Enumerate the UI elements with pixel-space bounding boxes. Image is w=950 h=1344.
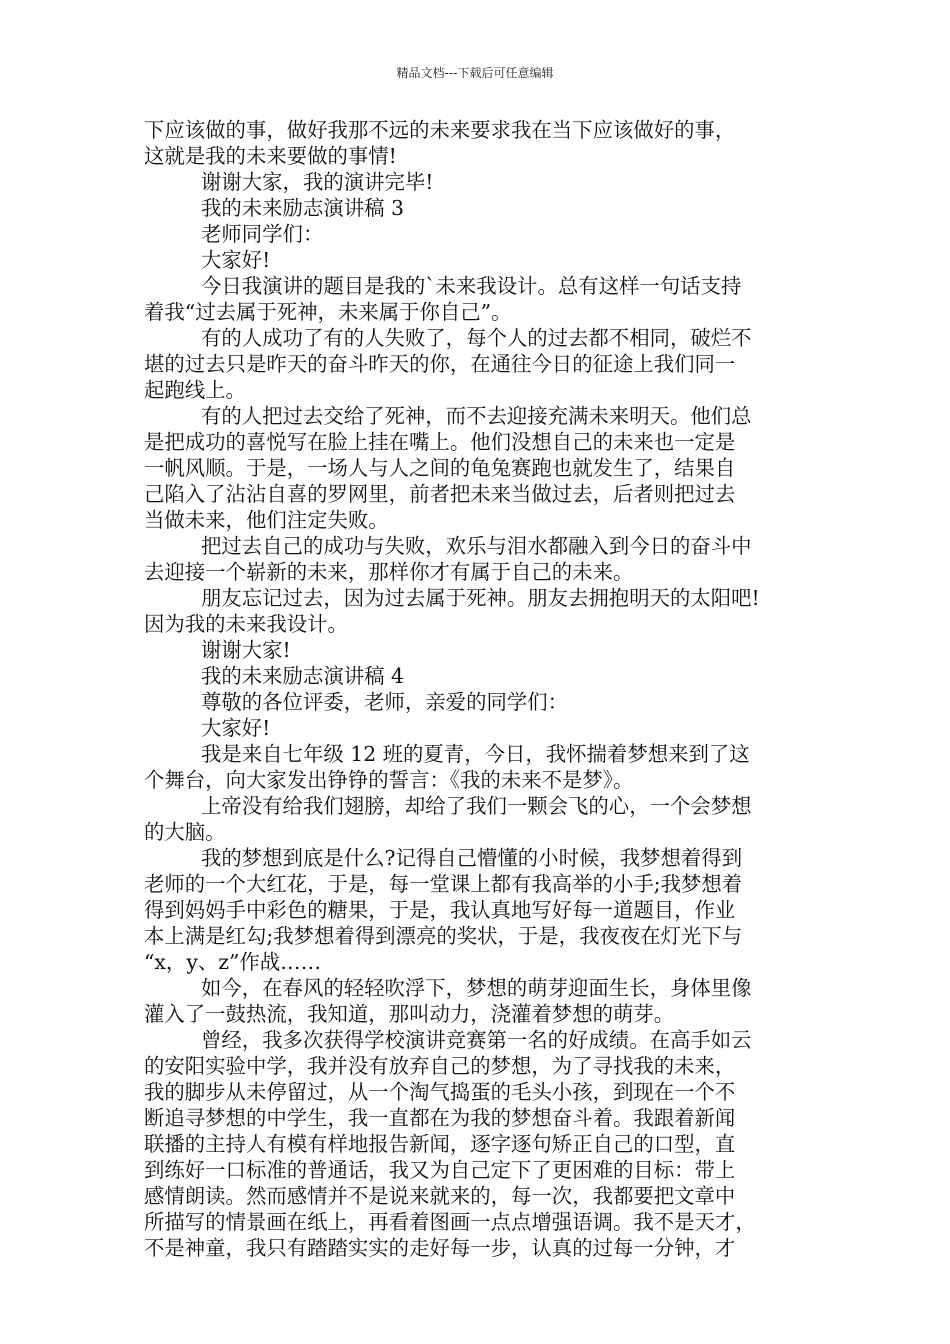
text-line: 我是来自七年级 12 班的夏青，今日，我怀揣着梦想来到了这 [201, 742, 750, 766]
text-line: 我的梦想到底是什么?记得自己懵懂的小时候，我梦想着得到 [201, 846, 743, 870]
text-line: 老师的一个大红花，于是，每一堂课上都有我高举的小手;我梦想着 [144, 872, 743, 896]
text-line: 起跑线上。 [144, 378, 246, 402]
text-line: 曾经，我多次获得学校演讲竞赛第一名的好成绩。在高手如云 [201, 1028, 752, 1052]
text-line: 我的未来励志演讲稿 4 [201, 664, 404, 688]
text-line: 老师同学们： [201, 222, 324, 246]
text-line: 大家好! [201, 248, 271, 272]
text-line: 有的人把过去交给了死神，而不去迎接充满未来明天。他们总 [201, 404, 752, 428]
text-line: 断追寻梦想的中学生，我一直都在为我的梦想奋斗着。我跟着新闻 [144, 1106, 736, 1130]
text-line: 我的脚步从未停留过，从一个淘气捣蛋的毛头小孩，到现在一个不 [144, 1080, 736, 1104]
text-line: 如今，在春风的轻轻吹浮下，梦想的萌芽迎面生长，身体里像 [201, 976, 752, 1000]
text-line: 去迎接一个崭新的未来，那样你才有属于自己的未来。 [144, 560, 634, 584]
text-line: 联播的主持人有模有样地报告新闻，逐字逐句矫正自己的口型，直 [144, 1132, 736, 1156]
text-line: 一帆风顺。于是，一场人与人之间的龟兔赛跑也就发生了，结果自 [144, 456, 736, 480]
text-line: 因为我的未来我设计。 [144, 612, 348, 636]
text-line: 这就是我的未来要做的事情! [144, 144, 397, 168]
text-line: 下应该做的事，做好我那不远的未来要求我在当下应该做好的事， [144, 118, 736, 142]
text-line: 所描写的情景画在纸上，再看着图画一点点增强语调。我不是天才， [144, 1210, 756, 1234]
text-line: 着我“过去属于死神，未来属于你自己”。 [144, 300, 512, 324]
text-line: 到练好一口标准的普通话，我又为自己定下了更困难的目标：带上 [144, 1158, 736, 1182]
text-line: “x，y、z”作战…… [144, 950, 321, 974]
text-line: 灌入了一鼓热流，我知道，那叫动力，浇灌着梦想的萌芽。 [144, 1002, 675, 1026]
text-line: 尊敬的各位评委，老师，亲爱的同学们： [201, 690, 569, 714]
text-line: 的大脑。 [144, 820, 226, 844]
text-line: 大家好! [201, 716, 271, 740]
text-line: 谢谢大家! [201, 638, 291, 662]
text-line: 今日我演讲的题目是我的`未来我设计。总有这样一句话支持 [201, 274, 742, 298]
text-line: 朋友忘记过去，因为过去属于死神。朋友去拥抱明天的太阳吧! [201, 586, 760, 610]
text-line: 己陷入了沾沾自喜的罗网里，前者把未来当做过去，后者则把过去 [144, 482, 736, 506]
text-line: 感情朗读。然而感情并不是说来就来的，每一次，我都要把文章中 [144, 1184, 736, 1208]
document-body [144, 117, 812, 1261]
text-line: 有的人成功了有的人失败了，每个人的过去都不相同，破烂不 [201, 326, 752, 350]
page-header-watermark: 精品文档---下载后可任意编辑 [396, 66, 554, 80]
text-line: 的安阳实验中学，我并没有放弃自己的梦想，为了寻找我的未来， [144, 1054, 736, 1078]
text-line: 本上满是红勾;我梦想着得到漂亮的奖状，于是，我夜夜在灯光下与 [144, 924, 743, 948]
text-line: 把过去自己的成功与失败，欢乐与泪水都融入到今日的奋斗中 [201, 534, 752, 558]
text-line: 当做未来，他们注定失败。 [144, 508, 389, 532]
text-line: 个舞台，向大家发出铮铮的誓言：《我的未来不是梦》。 [144, 768, 634, 792]
text-line: 我的未来励志演讲稿 3 [201, 196, 404, 220]
text-line: 得到妈妈手中彩色的糖果，于是，我认真地写好每一道题目，作业 [144, 898, 736, 922]
text-line: 是把成功的喜悦写在脸上挂在嘴上。他们没想自己的未来也一定是 [144, 430, 736, 454]
text-line: 不是神童，我只有踏踏实实的走好每一步，认真的过每一分钟，才 [144, 1236, 736, 1260]
text-line: 上帝没有给我们翅膀，却给了我们一颗会飞的心，一个会梦想 [201, 794, 752, 818]
text-line: 堪的过去只是昨天的奋斗昨天的你，在通往今日的征途上我们同一 [144, 352, 736, 376]
text-line: 谢谢大家，我的演讲完毕! [201, 170, 434, 194]
